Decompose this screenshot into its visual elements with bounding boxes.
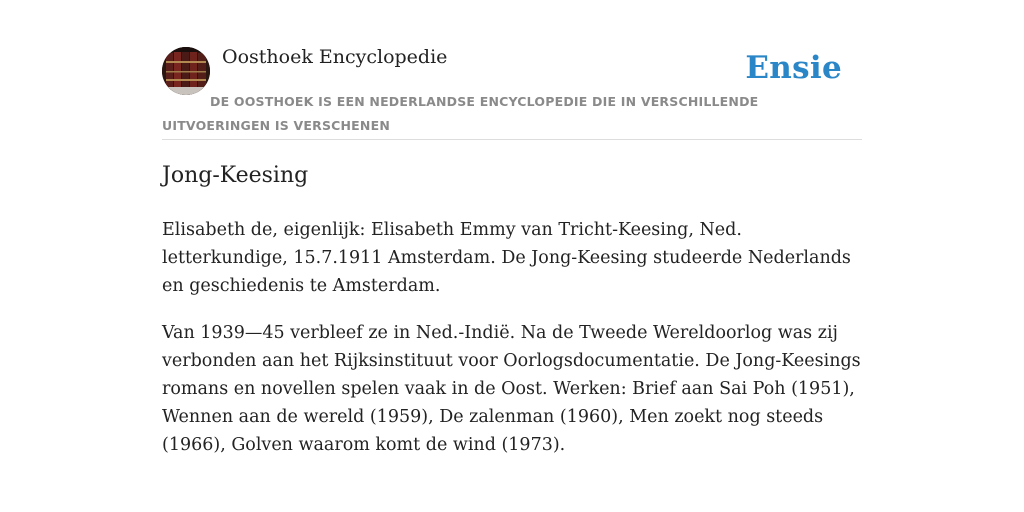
site-title[interactable]: Oosthoek Encyclopedie <box>222 46 448 68</box>
article-paragraph: Van 1939—45 verbleef ze in Ned.-Indië. Na de Tweede Wereldoorlog was zij verbonden aan het Rijksinstituut voor Oorlogsdocumentatie. De Jong-Keesings romans en novellen spelen vaak in de Oost. Werken: Brief aan Sai Poh (1951), Wennen aan de wereld (1959), De zalenman (1960), Men zoekt nog steeds (1966), Golven waarom komt de wind (1973). <box>162 323 861 455</box>
site-tagline: DE OOSTHOEK IS EEN NEDERLANDSE ENCYCLOPEDIE DIE IN VERSCHILLENDE UITVOERINGEN IS VERSCHENEN <box>162 94 759 133</box>
brand-logo[interactable]: Ensie <box>745 50 842 86</box>
encyclopedia-books-icon[interactable] <box>162 47 210 95</box>
article-title: Jong-Keesing <box>162 163 309 188</box>
article-paragraph: Elisabeth de, eigenlijk: Elisabeth Emmy van Tricht-Keesing, Ned. letterkundige, 15.7.1911 Amsterdam. De Jong-Keesing studeerde Nederlands en geschiedenis te Amsterdam. <box>162 220 851 296</box>
header-divider <box>162 139 862 140</box>
